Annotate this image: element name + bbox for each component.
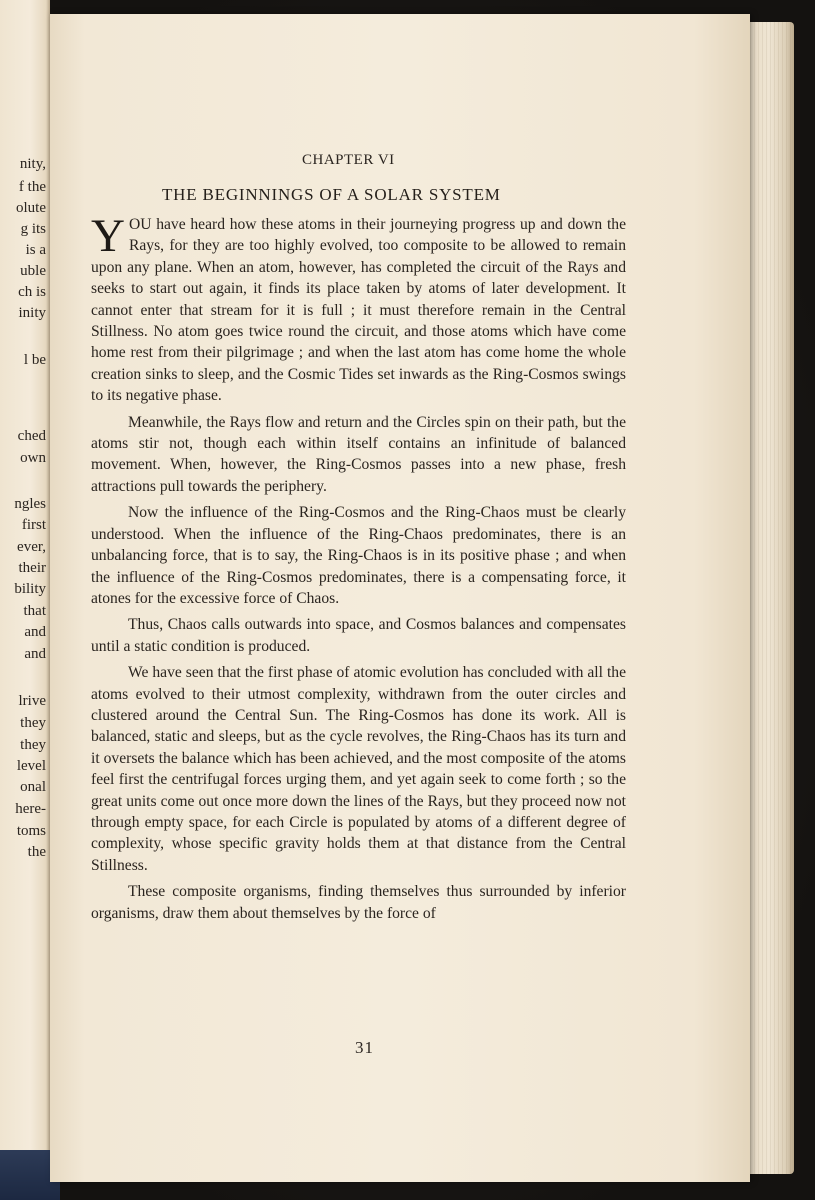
left-page-fragment: first xyxy=(21,517,46,533)
left-page-fragment: g its xyxy=(20,221,46,237)
left-page-fragment: toms xyxy=(16,823,46,839)
left-page-fragment: ever, xyxy=(17,539,46,555)
left-page-fragment: olute xyxy=(16,200,46,216)
left-page-fragment: ngles xyxy=(14,496,46,512)
chapter-label: CHAPTER VI xyxy=(302,152,395,168)
left-page-fragment: they xyxy=(20,737,46,753)
left-page-fragment: the xyxy=(27,844,46,860)
paragraph: These composite organisms, finding themselves thus surrounded by inferior organisms, draw them about themselves by the force of xyxy=(91,883,626,922)
left-page-fragment: ched xyxy=(17,428,46,444)
paragraph: Meanwhile, the Rays flow and return and the Circles spin on their path, but the atoms stir not, though each within itself contains an infinitude of balanced movement. When, however, the Ring-Cosmos passes into a new phase, fresh attractions pull towards the periphery. xyxy=(91,413,626,495)
left-page-fragment: ch is xyxy=(18,284,46,300)
left-facing-page xyxy=(0,0,50,1200)
drop-cap: Y xyxy=(91,210,125,262)
left-page-fragment: own xyxy=(20,450,46,466)
left-page-fragment: and xyxy=(24,624,46,640)
paragraph-text: OU have heard how these atoms in their journeying progress up and down the Rays, for they are too highly evolved, too composite to be allowed to remain upon any plane. When an atom, however, has completed the circuit of the Rays and seeks to start out again, it finds its place taken by atoms of later development. It cannot enter that stream for it is full ; it must therefore remain in the Central Stillness. No atom goes twice round the circuit, and those atoms which have come home rest from their pilgrimage ; and when the last atom has come home the whole creation sinks to sleep, and the Cosmic Tides set inwards as the Ring-Cosmos swings to its negative phase. xyxy=(91,216,626,405)
left-page-fragment: and xyxy=(24,646,46,662)
left-page-fragment: l be xyxy=(23,352,46,368)
left-page-fragment: bility xyxy=(14,581,46,597)
left-page-fragment: onal xyxy=(20,779,46,795)
chapter-title: THE BEGINNINGS OF A SOLAR SYSTEM xyxy=(162,185,501,204)
paragraph: We have seen that the first phase of atomic evolution has concluded with all the atoms evolved to their utmost complexity, withdrawn from the outer circles and clustered around the Central Sun. The Ring-Cosmos has done its work. All is balanced, static and sleeps, but as the cycle revolves, the Ring-Chaos has its turn and it oversets the balance which has been achieved, and the most composite of the atoms feel first the centrifugal forces urging them, and yet again seek to come forth ; so the great units come out once more down the lines of the Rays, but they proceed now not through empty space, for each Circle is populated by atoms of a different degree of complexity, whose specific gravity holds them at that distance from the Central Stillness. xyxy=(91,664,626,874)
body-text xyxy=(91,210,626,924)
left-page-fragment: here- xyxy=(15,801,46,817)
left-page-fragment: inity xyxy=(18,305,46,321)
left-page-fragment: uble xyxy=(20,263,46,279)
left-page-fragment: level xyxy=(16,758,46,774)
left-page-fragment: they xyxy=(20,715,46,731)
paragraph: Now the influence of the Ring-Cosmos and the Ring-Chaos must be clearly understood. When the influence of the Ring-Chaos predominates, there is an unbalancing force, that is to say, the Ring-Chaos is in its positive phase ; and when the influence of the Ring-Cosmos predominates, there is a compensating force, it atones for the excessive force of Chaos. xyxy=(91,504,626,607)
page-number: 31 xyxy=(355,1038,374,1057)
left-page-fragment: lrive xyxy=(18,693,46,709)
left-page-fragment: nity, xyxy=(19,156,46,172)
paragraph xyxy=(91,210,626,407)
left-page-fragment: their xyxy=(18,560,46,576)
left-page-fragment: that xyxy=(23,603,46,619)
paragraph: Thus, Chaos calls outwards into space, and Cosmos balances and compensates until a static condition is produced. xyxy=(91,616,626,655)
left-page-fragment: f the xyxy=(18,179,46,195)
left-page-fragment: is a xyxy=(25,242,46,258)
